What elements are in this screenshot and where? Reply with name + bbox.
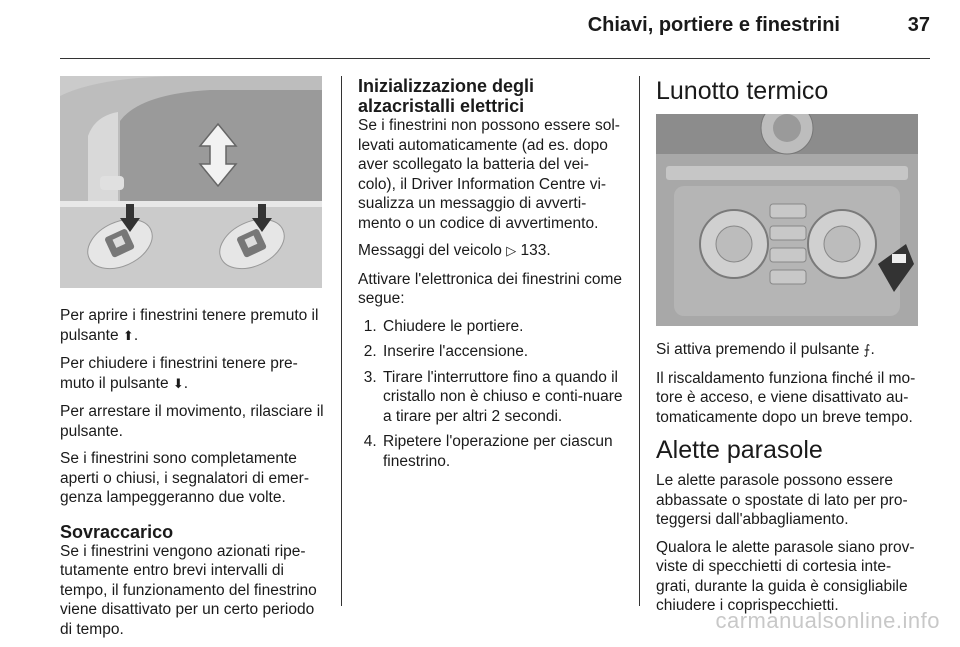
page-reference-link[interactable]: 133.: [520, 242, 551, 259]
heading-initialization: Inizializzazione degli alzacristalli elettrici: [358, 76, 535, 116]
paragraph-open-windows: Per aprire i finestrini tenere premuto il pulsante ⬆.: [60, 307, 319, 344]
paragraph-activate-defrost: Si attiva premendo il pulsante ⨍.: [656, 341, 875, 358]
list-item: 3. Tirare l'interruttore fino a quando il cristallo non è chiuso e conti-nuare a tirare per altri 2 secondi.: [381, 368, 624, 427]
climate-panel-illustration: [656, 114, 918, 326]
paragraph-initialization: Se i finestrini non possono essere sol-levati automaticamente (ad es. dopo aver scollegato la batteria del vei-colo), il Driver Information Centre vi-sualizza un messaggio di avverti-mento o un codice di avvertimento.: [358, 117, 620, 232]
heading-sun-visors: Alette parasole: [656, 436, 823, 464]
arrow-reference-icon: ▷: [506, 244, 517, 259]
footer-watermark: carmanualsonline.info: [715, 608, 940, 633]
list-item: 2. Inserire l'accensione.: [381, 342, 624, 362]
paragraph-stop: Per arrestare il movimento, rilasciare il pulsante.: [60, 403, 324, 440]
paragraph-visors-2: Qualora le alette parasole siano prov-viste di specchietti di cortesia inte-grati, durante la guida è consigliabile chiudere i coprispecchietti.: [656, 538, 915, 614]
column-divider-1: [341, 76, 342, 606]
header-title: Chiavi, portiere e finestrini: [587, 14, 840, 36]
page-number: 37: [907, 14, 930, 36]
column-3: [656, 76, 924, 624]
paragraph-visors-1: Le alette parasole possono essere abbassate o spostate di lato per pro-teggersi dall'abbagliamento.: [656, 472, 908, 528]
paragraph-close-windows: Per chiudere i finestrini tenere pre-muto il pulsante ⬇.: [60, 355, 298, 392]
column-divider-2: [639, 76, 640, 606]
column-2: [358, 76, 624, 479]
list-item: 1. Chiudere le portiere.: [381, 317, 624, 337]
heading-rear-defroster: Lunotto termico: [656, 77, 829, 105]
paragraph-vehicle-messages: Messaggi del veicolo ▷ 133.: [358, 242, 551, 259]
window-switch-icon: ⬆: [122, 328, 134, 344]
steps-list: [358, 317, 624, 472]
paragraph-activate: Attivare l'elettronica dei finestrini come segue:: [358, 270, 622, 307]
window-switch-illustration: [60, 76, 322, 288]
paragraph-defrost-info: Il riscaldamento funziona finché il mo-tore è acceso, e viene disattivato au-tomaticamente dopo un breve tempo.: [656, 369, 916, 426]
list-item: 4. Ripetere l'operazione per ciascun finestrino.: [381, 432, 624, 471]
heading-overload: Sovraccarico: [60, 521, 174, 542]
paragraph-overload: Se i finestrini vengono azionati ripe-tutamente entro brevi intervalli di tempo, il funzionamento del finestrino viene disattivato per un certo periodo di tempo.: [60, 542, 317, 638]
header-rule: [60, 58, 930, 59]
rear-defrost-icon: ⨍: [863, 343, 871, 358]
column-1: [60, 76, 325, 647]
paragraph-hazard: Se i finestrini sono completamente aperti o chiusi, i segnalatori di emer-genza lampeggeranno due volte.: [60, 450, 309, 506]
window-switch-icon: ⬇: [172, 376, 184, 392]
